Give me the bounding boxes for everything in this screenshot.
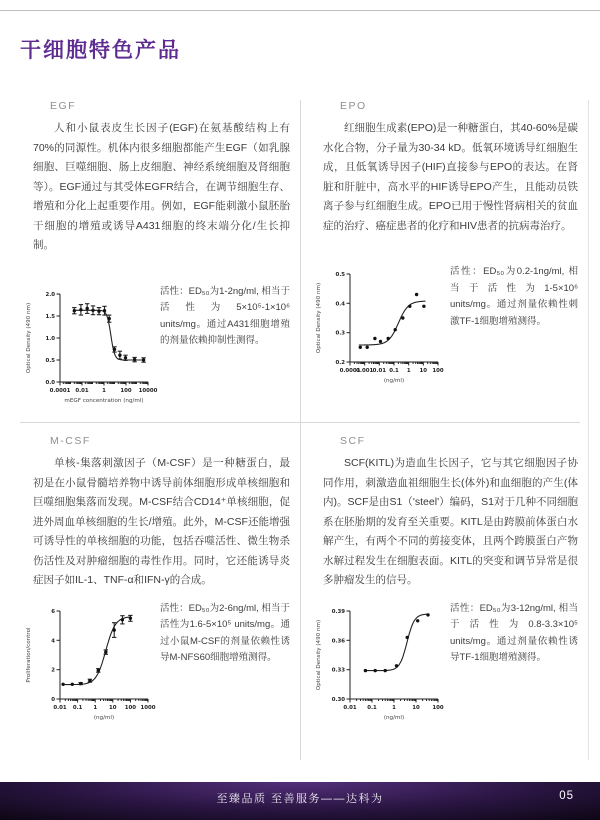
svg-text:Optical Density (490 nm): Optical Density (490 nm) [316, 282, 322, 354]
section-scf [300, 422, 580, 731]
svg-text:10: 10 [109, 704, 117, 711]
svg-text:0.33: 0.33 [331, 667, 345, 674]
mcsf-dose-response-chart [22, 599, 154, 731]
svg-text:0.3: 0.3 [335, 330, 345, 337]
page-number: 05 [559, 790, 574, 802]
svg-text:1.0: 1.0 [45, 335, 55, 342]
svg-text:1000: 1000 [140, 704, 156, 711]
svg-text:2: 2 [51, 667, 55, 674]
svg-text:2.0: 2.0 [45, 291, 55, 298]
svg-text:0.39: 0.39 [331, 608, 345, 615]
epo-dose-response-chart [312, 262, 444, 394]
svg-text:0.30: 0.30 [331, 696, 345, 703]
scf-description: SCF(KITL)为造血生长因子，它与其它细胞因子协同作用，刺激造血祖细胞生长(体外)和血细胞的产生(体内)。SCF是由S1（'steel'）编码，S1对于几种不同细胞系在胚胎期的发育至关重要。KITL是由跨膜前体蛋白水解产生，有两个不同的剪接变体，且两个跨膜蛋白产物水解过程发生在细胞表面。KITL的突变和调节异常是很多肿瘤发生的信号。 [323, 457, 578, 586]
svg-text:0.5: 0.5 [335, 272, 345, 278]
top-divider [0, 10, 600, 11]
page-footer [0, 782, 600, 820]
svg-text:0.1: 0.1 [72, 704, 83, 711]
svg-text:10000: 10000 [138, 387, 158, 394]
scf-dose-response-chart [312, 599, 444, 731]
svg-text:0.01: 0.01 [53, 704, 67, 711]
mcsf-activity-note: 活性：ED₅₀为2-6ng/ml, 相当于活性为1.6-5×10⁵ units/mg。通过小鼠M-CSF的剂量依赖性诱导M-NFS60细胞增殖测得。 [160, 602, 290, 663]
svg-text:0.4: 0.4 [335, 301, 345, 308]
svg-text:0.0001: 0.0001 [339, 368, 361, 374]
svg-text:1: 1 [392, 704, 396, 711]
svg-text:100: 100 [124, 704, 137, 711]
svg-text:Optical Density (490 nm): Optical Density (490 nm) [316, 619, 322, 690]
egf-figure-row [26, 282, 290, 414]
svg-text:0.1: 0.1 [389, 368, 399, 374]
svg-text:6: 6 [51, 608, 55, 615]
footer-slogan: 至臻品质 至善服务——达科为 [216, 793, 384, 805]
egf-description: 人和小鼠表皮生长因子(EGF)在氨基酸结构上有70%的同源性。机体内很多细胞都能产生EGF（如乳腺细胞、巨噬细胞、肠上皮细胞、神经系统细胞及肾细胞等）。EGF通过与其受体EGFR结合，在调节细胞生存、增殖和分化上起重要作用。例如，EGF能刺激小鼠胚胎干细胞的增殖或诱导A431细胞的终末端分化/生长抑制。 [33, 122, 290, 251]
section-epo [300, 100, 580, 422]
epo-activity-note: 活性：ED₅₀为0.2-1ng/ml, 相当于活性为1-5×10⁶ units/mg。通过剂量依赖性刺激TF-1细胞增殖测得。 [450, 266, 578, 327]
svg-text:mEGF concentration (ng/ml): mEGF concentration (ng/ml) [64, 397, 144, 404]
scf-activity-note: 活性：ED₅₀为3-12ng/ml, 相当于活性为0.8-3.3×10⁵ units/mg。通过剂量依赖性诱导TF-1细胞增殖测得。 [450, 602, 578, 663]
svg-text:(ng/ml): (ng/ml) [93, 714, 115, 721]
section-label-epo: EPO [340, 100, 367, 112]
svg-text:100: 100 [432, 368, 444, 374]
content-grid [20, 100, 580, 731]
svg-text:1: 1 [93, 704, 98, 711]
svg-text:0.2: 0.2 [335, 360, 345, 366]
egf-activity-note: 活性：ED₅₀为1-2ng/ml, 相当于活性为5×10⁵-1×10⁶ units/mg。通过A431细胞增殖的剂量依赖抑制性测得。 [160, 285, 290, 346]
section-mcsf [20, 422, 300, 731]
svg-text:Optical Density (490 nm): Optical Density (490 nm) [26, 302, 32, 373]
svg-text:100: 100 [432, 704, 444, 711]
svg-text:1: 1 [406, 368, 411, 374]
svg-text:1.5: 1.5 [45, 313, 55, 320]
mcsf-figure-row [26, 599, 290, 731]
svg-text:0.36: 0.36 [331, 637, 345, 644]
section-label-egf: EGF [50, 100, 77, 112]
svg-text:0.5: 0.5 [45, 357, 55, 364]
svg-text:1: 1 [102, 387, 106, 394]
mcsf-description: 单核-集落刺激因子（M-CSF）是一种糖蛋白，最初是在小鼠骨髓培养物中诱导前体细胞形成单核细胞和巨噬细胞集落而发现。M-CSF结合CD14⁺单核细胞，促进外周血单核细胞的生长/增殖。此外，M-CSF还能增强可诱导性的单核细胞的功能，包括吞噬活性、微生物杀伤活性及对肿瘤细胞的毒性作用。同时，它还能诱导炎症因子如IL-1、TNF-α和IFN-γ的合成。 [33, 457, 290, 586]
svg-text:0.01: 0.01 [343, 704, 357, 711]
svg-text:10: 10 [419, 368, 428, 374]
svg-text:4: 4 [51, 637, 55, 644]
epo-figure-row [316, 262, 578, 394]
right-edge-divider [588, 100, 589, 760]
svg-text:0.0001: 0.0001 [49, 387, 71, 394]
section-egf [20, 100, 300, 422]
svg-text:0.01: 0.01 [372, 368, 386, 374]
svg-text:(ng/ml): (ng/ml) [383, 378, 405, 384]
svg-text:0.1: 0.1 [367, 704, 377, 711]
svg-text:10: 10 [412, 704, 420, 711]
svg-text:Proliferation/control: Proliferation/control [26, 626, 32, 683]
svg-text:0.001: 0.001 [356, 368, 374, 374]
section-label-scf: SCF [340, 435, 366, 447]
scf-figure-row [316, 599, 578, 731]
svg-text:0: 0 [51, 696, 55, 703]
epo-description: 红细胞生成素(EPO)是一种糖蛋白，其40-60%是碳水化合物，分子量为30-34 kD。低氧环境诱导红细胞生成，且低氧诱导因子(HIF)直接参与EPO的表达。在肾脏和肝脏中，高水平的HIF诱导EPO产生，且能动员铁离子参与红细胞生成。EPO已用于慢性肾病相关的贫血症的治疗、癌症患者的化疗和HIV患者的抗病毒治疗。 [323, 122, 578, 232]
svg-text:0.01: 0.01 [75, 387, 89, 394]
svg-text:0.0: 0.0 [45, 379, 55, 386]
svg-text:(ng/ml): (ng/ml) [383, 714, 405, 721]
egf-dose-response-chart [22, 282, 158, 414]
svg-text:100: 100 [120, 387, 132, 394]
page-title: 干细胞特色产品 [20, 39, 181, 62]
section-label-mcsf: M-CSF [50, 435, 91, 447]
